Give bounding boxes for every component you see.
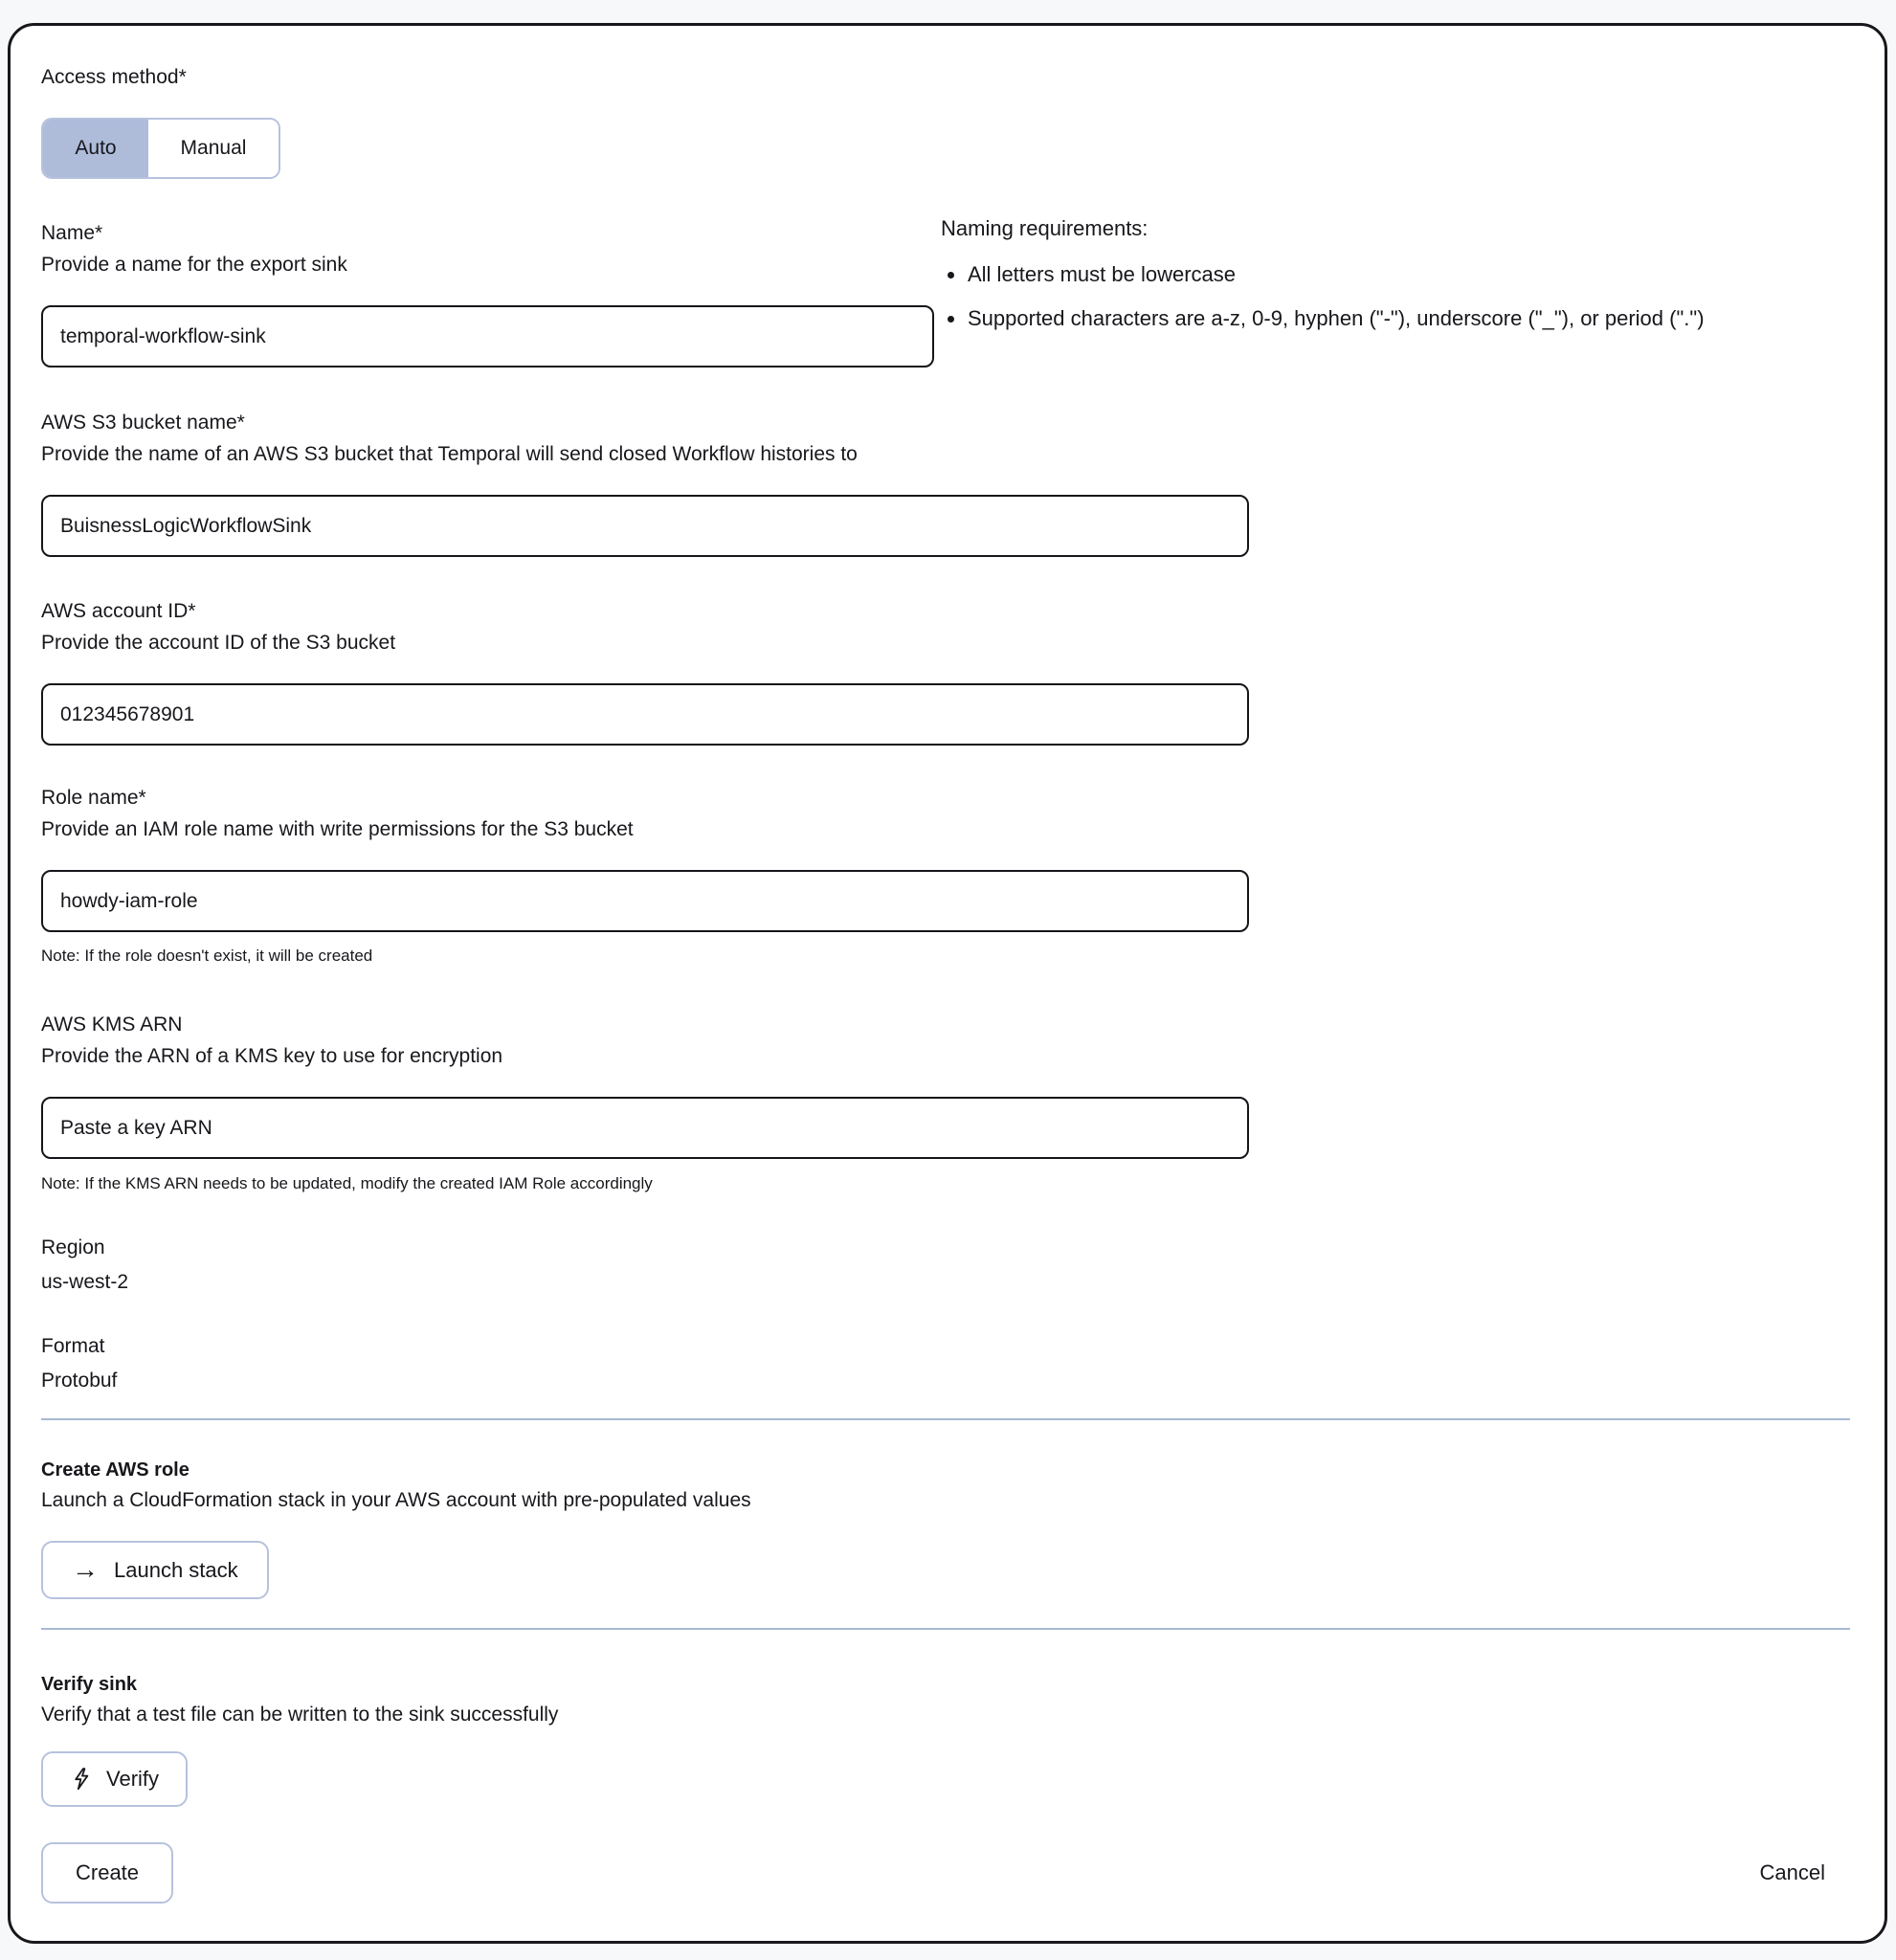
naming-requirements-title: Naming requirements: <box>941 216 1149 240</box>
role-name-input[interactable] <box>41 870 1249 932</box>
form-footer <box>41 1842 1850 1904</box>
name-and-requirements-row <box>41 216 1850 368</box>
arrow-right-icon: → <box>72 1553 99 1584</box>
kms-arn-note: Note: If the KMS ARN needs to be updated, modify the created IAM Role accordingly <box>41 1174 653 1192</box>
s3-bucket-input[interactable] <box>41 495 1249 557</box>
verify-button[interactable] <box>41 1751 188 1807</box>
naming-requirements <box>941 215 1821 368</box>
kms-arn-description: Provide the ARN of a KMS key to use for encryption <box>41 1045 503 1067</box>
account-id-description: Provide the account ID of the S3 bucket <box>41 632 396 654</box>
launch-stack-button-label: Launch stack <box>114 1557 238 1582</box>
bullet-icon <box>948 316 954 323</box>
section-divider <box>41 1418 1850 1420</box>
name-field-column <box>41 220 934 368</box>
cancel-button[interactable]: Cancel <box>1759 1860 1825 1884</box>
name-label: Name* <box>41 222 103 244</box>
export-sink-form-card <box>8 23 1887 1944</box>
access-method-option-auto[interactable] <box>43 120 148 177</box>
format-label: Format <box>41 1335 105 1357</box>
role-name-label: Role name* <box>41 787 146 809</box>
create-aws-role-description: Launch a CloudFormation stack in your AWS account with pre-populated values <box>41 1489 751 1511</box>
kms-arn-label: AWS KMS ARN <box>41 1013 183 1036</box>
role-name-note: Note: If the role doesn't exist, it will be created <box>41 947 373 965</box>
access-method-option-manual[interactable] <box>148 120 279 177</box>
form-content <box>11 26 1885 1904</box>
create-button-label: Create <box>76 1860 140 1884</box>
verify-button-label: Verify <box>106 1767 160 1791</box>
launch-stack-button[interactable] <box>41 1541 269 1599</box>
naming-requirement-text: All letters must be lowercase <box>968 262 1236 286</box>
s3-bucket-description: Provide the name of an AWS S3 bucket that Temporal will send closed Workflow histories to <box>41 443 858 465</box>
role-name-description: Provide an IAM role name with write permissions for the S3 bucket <box>41 818 634 840</box>
list-item <box>941 260 1821 289</box>
kms-arn-input[interactable] <box>41 1097 1249 1159</box>
naming-requirements-list <box>941 260 1821 333</box>
name-description: Provide a name for the export sink <box>41 254 347 276</box>
region-label: Region <box>41 1236 105 1258</box>
lightning-icon <box>70 1767 93 1792</box>
s3-bucket-label: AWS S3 bucket name* <box>41 412 245 434</box>
section-divider <box>41 1628 1850 1630</box>
create-button[interactable] <box>41 1842 173 1904</box>
create-aws-role-title: Create AWS role <box>41 1459 190 1481</box>
naming-requirement-text: Supported characters are a-z, 0-9, hyphen ("-"), underscore ("_"), or period (".") <box>968 306 1705 330</box>
verify-sink-description: Verify that a test file can be written to the sink successfully <box>41 1704 559 1726</box>
access-method-label: Access method* <box>41 66 187 88</box>
format-value: Protobuf <box>41 1370 118 1392</box>
access-method-option-auto-label: Auto <box>75 137 117 159</box>
bullet-icon <box>948 272 954 278</box>
name-input[interactable] <box>41 305 934 368</box>
region-value: us-west-2 <box>41 1271 129 1293</box>
access-method-toggle <box>41 118 280 179</box>
verify-sink-title: Verify sink <box>41 1674 138 1695</box>
list-item <box>941 304 1821 333</box>
account-id-input[interactable] <box>41 683 1249 746</box>
account-id-label: AWS account ID* <box>41 600 196 622</box>
access-method-option-manual-label: Manual <box>180 137 247 159</box>
